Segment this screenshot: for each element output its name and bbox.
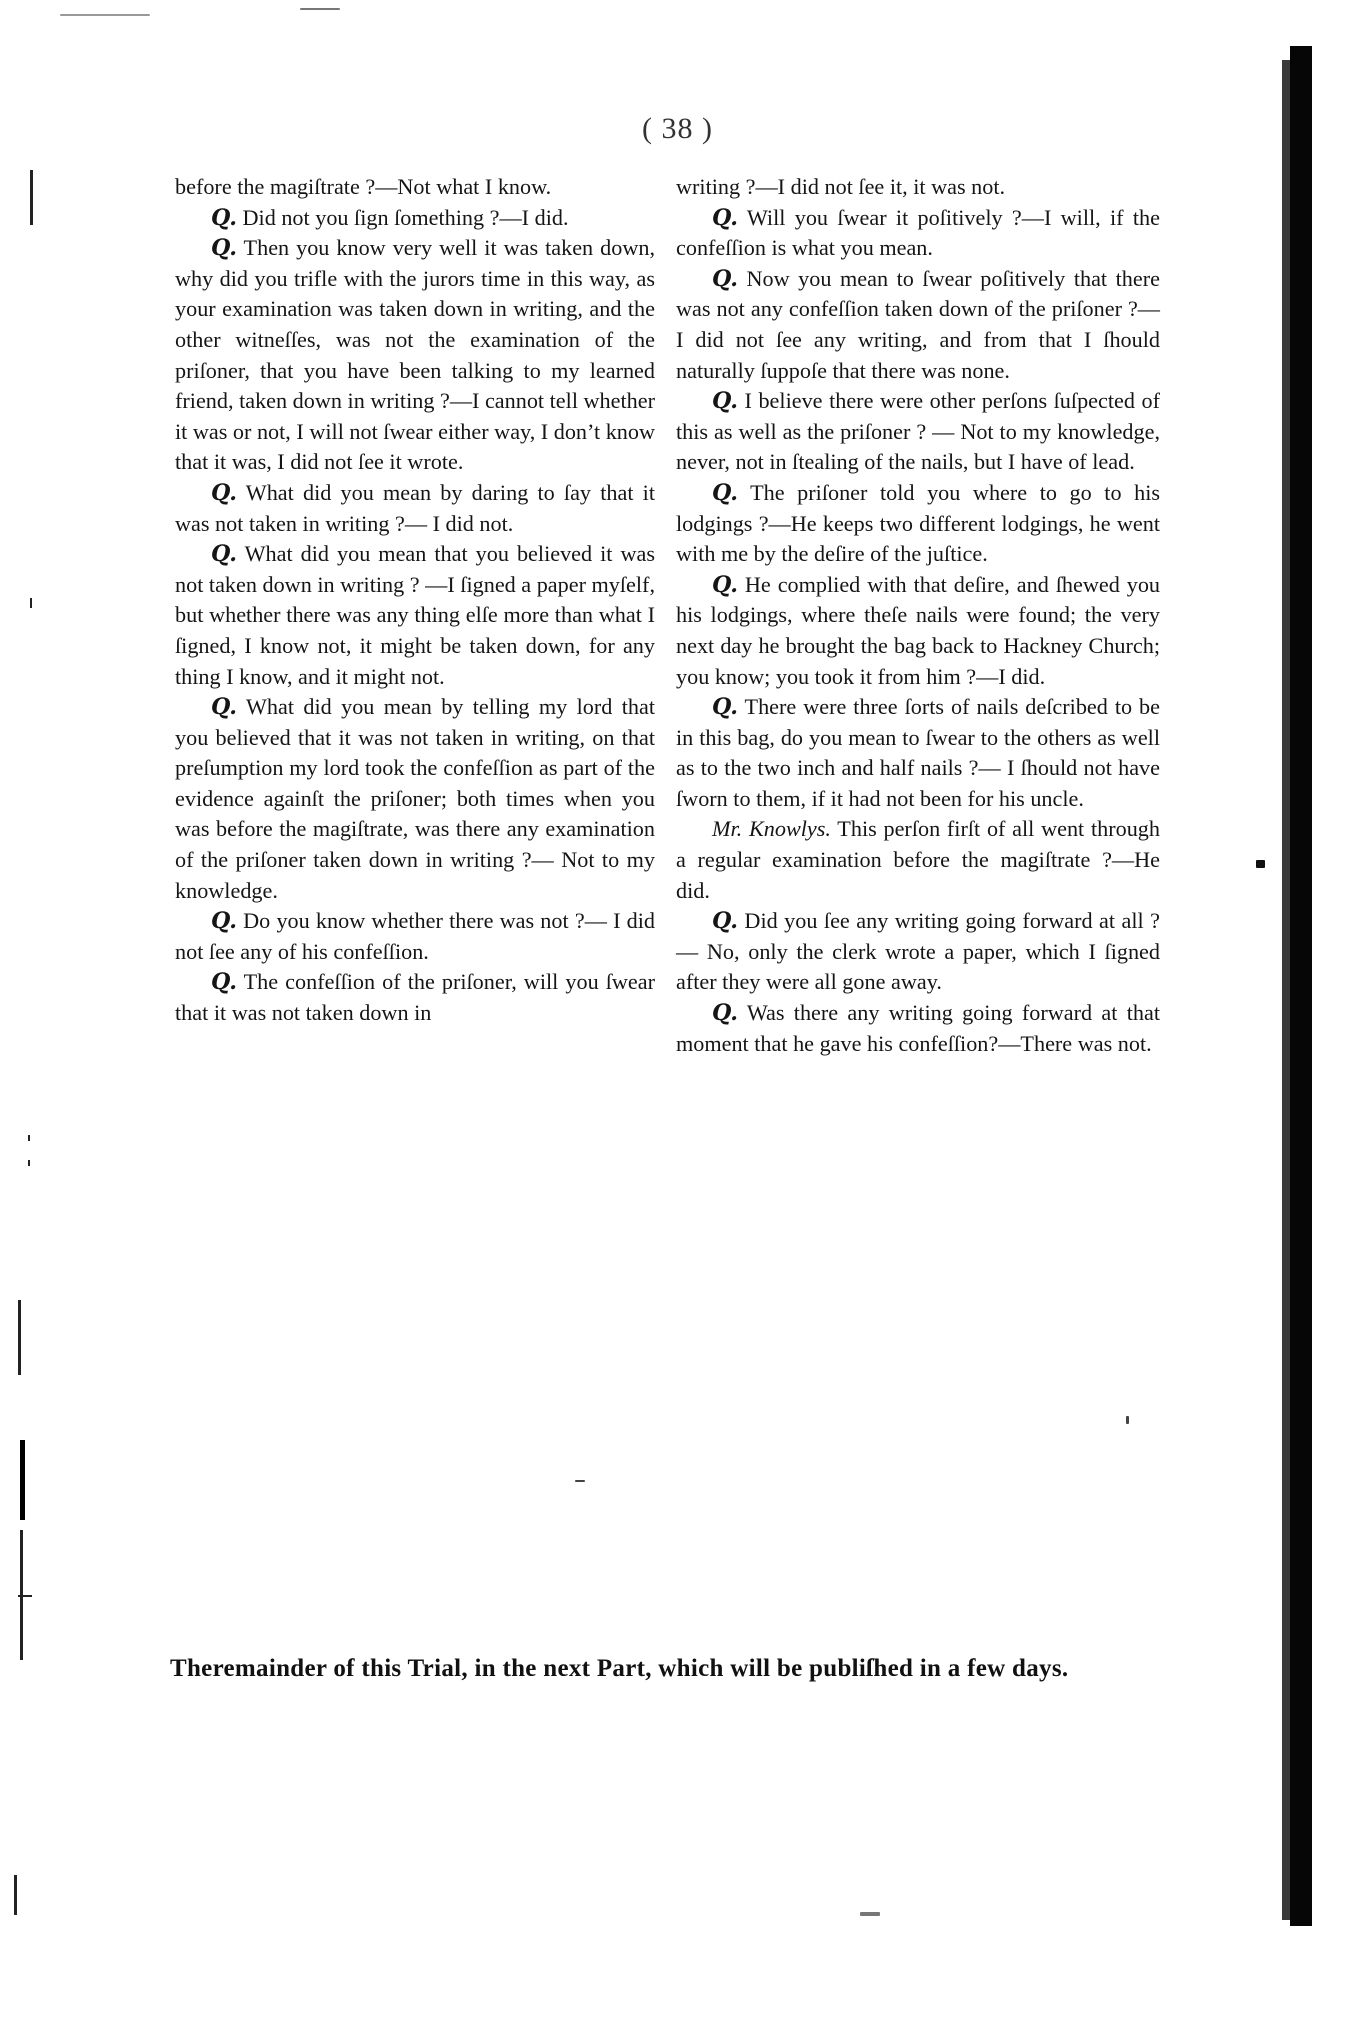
paragraph (676, 203, 1160, 264)
paragraph (676, 906, 1160, 998)
paragraph-text: Did you ſee any writing going forward at all ?— No, only the clerk wrote a paper, which I ſigned after they were all gone away. (676, 908, 1160, 995)
question-marker: Q. (211, 908, 237, 935)
question-marker: Q. (712, 388, 738, 415)
question-marker: Q. (712, 479, 738, 506)
left-margin-scan-marks (0, 0, 40, 2024)
question-marker: Q. (712, 908, 738, 935)
question-marker: Q. (211, 235, 237, 262)
continuation-note: Theremainder of this Trial, in the next Part, which will be publiſhed in a few days. (170, 1655, 1069, 1682)
paragraph-text: What did you mean by daring to ſay that it was not taken in writing ?— I did not. (175, 479, 655, 536)
question-marker: Q. (712, 1000, 738, 1027)
paragraph-text: This perſon firſt of all went through a regular examination before the magiſtrate ?—He did. (676, 816, 1160, 903)
paragraph-text: The priſoner told you where to go to his lodgings ?—He keeps two different lodgings, he went with me by the deſire of the juſtice. (676, 479, 1160, 567)
paragraph-text: There were three ſorts of nails deſcribed to be in this bag, do you mean to ſwear to the others as well as to the two inch and half nails ?— I ſhould not have ſworn to them, if it had not been for his uncle. (676, 694, 1160, 811)
question-marker: Q. (211, 694, 237, 721)
paragraph (175, 539, 655, 692)
binding-shadow (1282, 60, 1290, 1920)
paragraph-text: The confeſſion of the priſoner, will you ſwear that it was not taken down in (175, 969, 655, 1026)
paragraph (676, 264, 1160, 386)
question-marker: Q. (712, 204, 738, 231)
paragraph (175, 967, 655, 1028)
paragraph (676, 998, 1160, 1059)
question-marker: Q. (211, 541, 237, 568)
paragraph (676, 814, 1160, 906)
paragraph-text: Now you mean to ſwear poſitively that there was not any confeſſion taken down of the priſoner ?—I did not ſee any writing, and from that I ſhould naturally ſuppoſe that there was none. (676, 265, 1160, 383)
right-text-column (676, 172, 1160, 1059)
question-marker: Q. (211, 479, 237, 506)
paragraph-text: Will you ſwear it poſitively ?—I will, if the confeſſion is what you mean. (676, 204, 1160, 261)
scan-speck (300, 8, 340, 10)
paragraph-text: Do you know whether there was not ?— I did not ſee any of his confeſſion. (175, 908, 656, 964)
question-marker: Q. (712, 265, 738, 292)
question-marker: Q. (211, 204, 237, 231)
question-marker: Q. (211, 969, 237, 996)
paragraph (175, 172, 655, 203)
paragraph (175, 692, 655, 906)
scan-speck (860, 1912, 880, 1916)
paragraph-text: writing ?—I did not ſee it, it was not. (676, 174, 1006, 199)
paragraph-text: Was there any writing going forward at that moment that he gave his confeſſion?—There was not. (676, 1000, 1160, 1056)
scan-speck (1256, 860, 1265, 868)
paragraph (676, 172, 1160, 203)
paragraph (175, 233, 655, 478)
question-marker: Q. (712, 694, 738, 721)
paragraph-text: before the magiſtrate ?—Not what I know. (175, 174, 552, 199)
paragraph (175, 906, 655, 967)
paragraph-text: What did you mean that you believed it was not taken down in writing ? —I ſigned a paper myſelf, but whether there was any thing elſe more than what I ſigned, I know not, it might be taken down, for any thing I know, and it might not. (175, 541, 655, 689)
speaker-name: Mr. Knowlys. (712, 816, 831, 842)
left-text-column (175, 172, 655, 1029)
paragraph (676, 386, 1160, 478)
paragraph (175, 203, 655, 234)
question-marker: Q. (712, 571, 738, 598)
paragraph (676, 692, 1160, 814)
paragraph (175, 478, 655, 539)
paragraph-text: He complied with that deſire, and ſhewed you his lodgings, where theſe nails were found; the very next day he brought the bag back to Hackney Church; you know; you took it from him ?—I did. (676, 571, 1161, 689)
scan-speck (1126, 1416, 1129, 1424)
paragraph (676, 570, 1160, 692)
scan-speck (60, 14, 150, 16)
binding-edge (1290, 46, 1312, 1926)
paragraph-text: I believe there were other perſons ſuſpected of this as well as the priſoner ? — Not to my knowledge, never, not in ſtealing of the nails, but I have of lead. (676, 388, 1161, 475)
paragraph (676, 478, 1160, 570)
page-number: ( 38 ) (642, 112, 713, 145)
scan-speck (575, 1480, 585, 1482)
paragraph-text: Then you know very well it was taken down, why did you trifle with the jurors time in this way, as your examination was taken down in writing, and the other witneſſes, was not the examination of the priſoner, that you have been talking to my learned friend, taken down in writing ?—I cannot tell whether it was or not, I will not ſwear either way, I don’t know that it was, I did not ſee it wrote. (175, 235, 656, 475)
paragraph-text: What did you mean by telling my lord that you believed that it was not taken in writing, on that preſumption my lord took the confeſſion as part of the evidence againſt the priſoner; both times when you was before the magiſtrate, was there any examination of the priſoner taken down in writing ?— Not to my knowledge. (175, 694, 655, 903)
paragraph-text: Did not you ſign ſomething ?—I did. (242, 204, 569, 230)
